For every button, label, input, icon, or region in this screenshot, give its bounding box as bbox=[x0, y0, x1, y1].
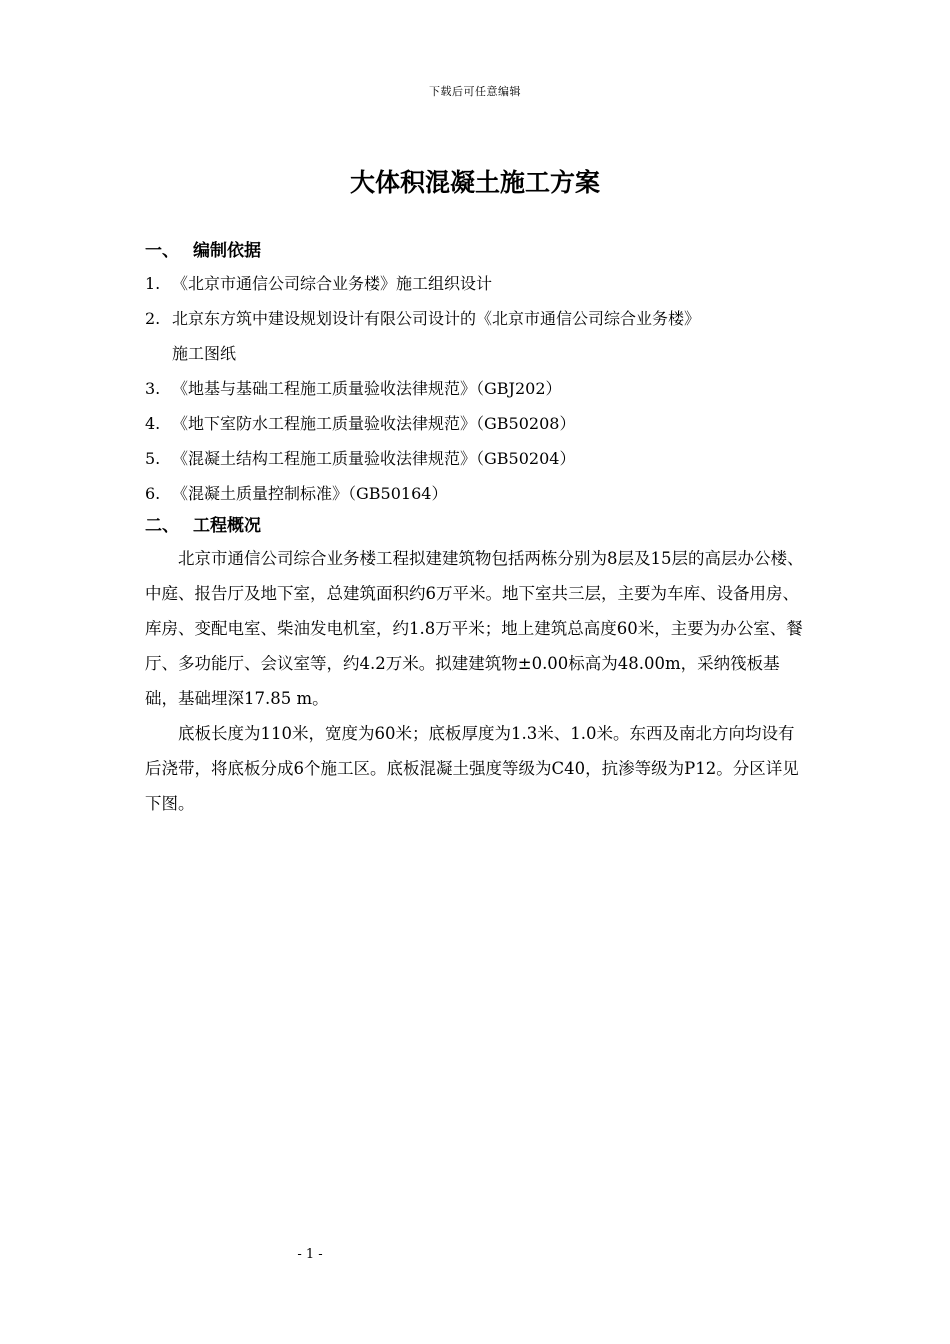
section-number: 一、 bbox=[145, 241, 179, 261]
list-item-number: 6. bbox=[145, 484, 161, 503]
section-title: 编制依据 bbox=[193, 241, 261, 261]
list-item-number: 1. bbox=[145, 274, 161, 293]
list-item-number: 5. bbox=[145, 449, 161, 468]
document-body bbox=[145, 236, 810, 821]
list-item-text: 《地下室防水工程施工质量验收法律规范》（GB50208） bbox=[172, 414, 576, 433]
list-item bbox=[145, 406, 810, 441]
list-item-number: 2. bbox=[145, 309, 161, 328]
section-title: 工程概况 bbox=[193, 516, 261, 536]
body-paragraph: 底板长度为110米，宽度为60米；底板厚度为1.3米、1.0米。东西及南北方向均设有后浇带，将底板分成6个施工区。底板混凝土强度等级为C40，抗渗等级为P12。分区详见下图。 bbox=[145, 724, 799, 813]
list-item-text: 《混凝土质量控制标准》（GB50164） bbox=[172, 484, 448, 503]
body-paragraph: 北京市通信公司综合业务楼工程拟建建筑物包括两栋分别为8层及15层的高层办公楼、中庭、报告厅及地下室，总建筑面积约6万平米。地下室共三层，主要为车库、设备用房、库房、变配电室、柴油发电机室，约1.8万平米；地上建筑总高度60米，主要为办公室、餐厅、多功能厅、会议室等，约4.2万米。拟建建筑物±0.00标高为48.00m，采纳筏板基础，基础埋深17.85 m。 bbox=[145, 549, 804, 708]
list-item-text: 北京东方筑中建设规划设计有限公司设计的《北京市通信公司综合业务楼》 bbox=[172, 309, 701, 328]
list-item-text: 《北京市通信公司综合业务楼》施工组织设计 bbox=[172, 274, 493, 293]
list-item-number: 3. bbox=[145, 379, 161, 398]
list-item-continuation: 施工图纸 bbox=[172, 344, 237, 363]
list-item bbox=[145, 301, 810, 371]
list-item bbox=[145, 441, 810, 476]
list-item bbox=[145, 371, 810, 406]
list-item bbox=[145, 476, 810, 511]
list-item-number: 4. bbox=[145, 414, 161, 433]
page-number: - 1 - bbox=[297, 1247, 323, 1262]
list-item-text: 《地基与基础工程施工质量验收法律规范》（GBJ202） bbox=[172, 379, 562, 398]
document-title: 大体积混凝土施工方案 bbox=[349, 168, 600, 197]
section-heading-basis bbox=[145, 236, 810, 266]
section-number: 二、 bbox=[145, 516, 179, 536]
list-item bbox=[145, 266, 810, 301]
section-heading-overview bbox=[145, 511, 810, 541]
list-item-text: 《混凝土结构工程施工质量验收法律规范》（GB50204） bbox=[172, 449, 576, 468]
page-header: 下载后可任意编辑 bbox=[429, 85, 521, 98]
